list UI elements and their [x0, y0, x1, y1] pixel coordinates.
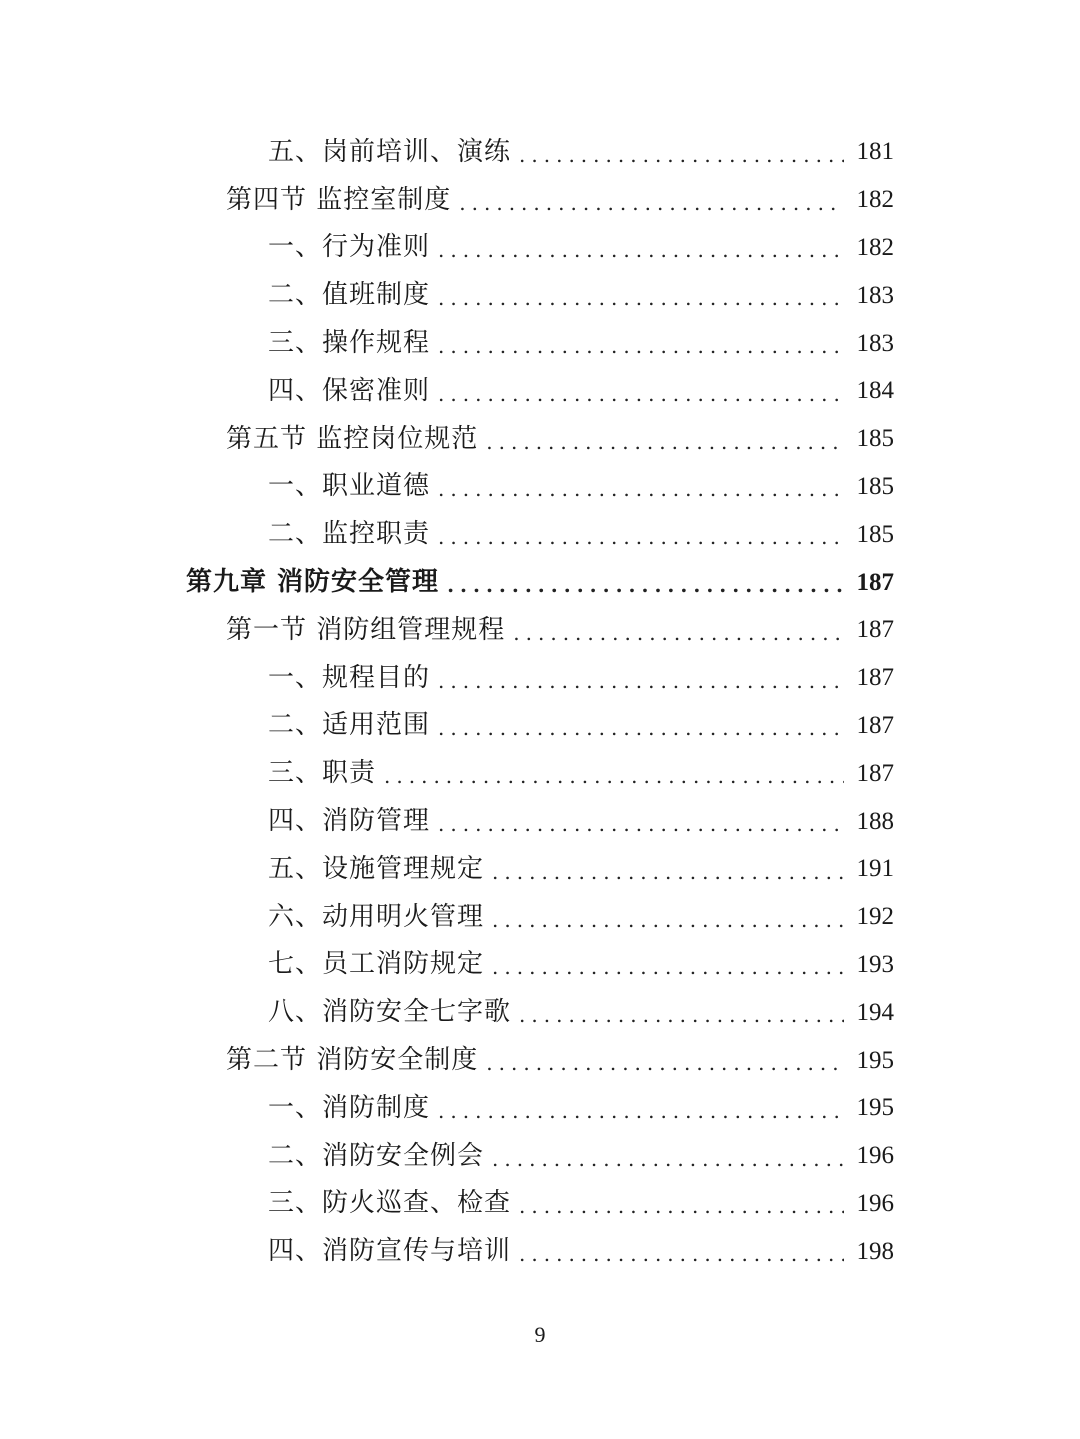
toc-entry: [0, 1227, 1080, 1275]
toc-entry-title: 四、消防宣传与培训: [268, 1236, 512, 1267]
toc-entry-title: 二、值班制度: [268, 280, 431, 311]
toc-entry: [0, 1132, 1080, 1180]
toc-entry: [0, 1036, 1080, 1084]
toc-entry: [0, 988, 1080, 1036]
toc-leader-dots: [519, 1196, 844, 1216]
toc-entry: [0, 1084, 1080, 1132]
toc-entry-title: 第五节 监控岗位规范: [226, 423, 479, 454]
toc-entry-page: 195: [856, 1046, 894, 1074]
toc-entry: [0, 749, 1080, 797]
toc-entry: [0, 367, 1080, 415]
toc-entry-page: 188: [856, 807, 894, 835]
toc-entry-title: 第二节 消防安全制度: [226, 1045, 479, 1076]
toc-entry-title: 三、职责: [268, 758, 377, 789]
toc-leader-dots: [492, 862, 844, 882]
toc-chapter-entry: [0, 558, 1080, 606]
toc-entry-page: 195: [856, 1094, 894, 1122]
toc-entry: [0, 702, 1080, 750]
toc-entry: [0, 845, 1080, 893]
toc-entry-page: 191: [856, 855, 894, 883]
toc-leader-dots: [459, 193, 844, 213]
page-number: 9: [534, 1322, 546, 1347]
toc-entry-page: 185: [856, 520, 894, 548]
toc-leader-dots: [486, 1053, 844, 1073]
toc-entry-page: 192: [856, 903, 894, 931]
toc-entry-page: 183: [856, 329, 894, 357]
toc-leader-dots: [492, 910, 844, 930]
toc-leader-dots: [438, 527, 844, 547]
toc-leader-dots: [438, 288, 844, 308]
toc-leader-dots: [438, 814, 844, 834]
toc-entry: [0, 176, 1080, 224]
toc-leader-dots: [438, 1101, 844, 1121]
toc-leader-dots: [492, 1149, 844, 1169]
toc-entry-title: 五、岗前培训、演练: [268, 136, 512, 167]
toc-leader-dots: [486, 432, 844, 452]
toc-entry-title: 四、消防管理: [268, 806, 431, 837]
toc-entry-page: 196: [856, 1189, 894, 1217]
toc-entry-page: 182: [856, 233, 894, 261]
toc-entry-page: 185: [856, 425, 894, 453]
toc-entry-page: 182: [856, 186, 894, 214]
toc-leader-dots: [438, 240, 844, 260]
toc-entry-title: 六、动用明火管理: [268, 901, 485, 932]
toc-entry-title: 三、防火巡查、检查: [268, 1188, 512, 1219]
toc-entry: [0, 128, 1080, 176]
toc-leader-dots: [513, 623, 844, 643]
toc-entry-title: 第一节 消防组管理规程: [226, 614, 506, 645]
toc-entry-title: 二、监控职责: [268, 519, 431, 550]
toc-entry-page: 187: [856, 711, 894, 739]
toc-entry-title: 八、消防安全七字歌: [268, 997, 512, 1028]
toc-entry: [0, 415, 1080, 463]
toc-entry: [0, 893, 1080, 941]
toc-entry: [0, 654, 1080, 702]
toc-entry-page: 196: [856, 1142, 894, 1170]
toc-leader-dots: [384, 766, 844, 786]
toc-leader-dots: [447, 575, 844, 595]
toc-leader-dots: [519, 145, 844, 165]
toc-entry-title: 二、适用范围: [268, 710, 431, 741]
toc-entry: [0, 510, 1080, 558]
toc-leader-dots: [438, 336, 844, 356]
toc-entry: [0, 941, 1080, 989]
toc-entry-title: 第四节 监控室制度: [226, 184, 452, 215]
toc-entry: [0, 463, 1080, 511]
toc-entry-title: 一、规程目的: [268, 662, 431, 693]
toc-entry-title: 二、消防安全例会: [268, 1140, 485, 1171]
toc-entry: [0, 797, 1080, 845]
toc-leader-dots: [519, 1005, 844, 1025]
toc-entry-title: 一、消防制度: [268, 1092, 431, 1123]
toc-entry-title: 一、职业道德: [268, 471, 431, 502]
toc-entry-page: 194: [856, 998, 894, 1026]
toc-entry: [0, 1180, 1080, 1228]
toc-entry-title: 五、设施管理规定: [268, 853, 485, 884]
toc-entry-title: 三、操作规程: [268, 328, 431, 359]
toc-entry-title: 四、保密准则: [268, 375, 431, 406]
table-of-contents: [0, 128, 1080, 1275]
toc-leader-dots: [438, 479, 844, 499]
toc-entry-title: 一、行为准则: [268, 232, 431, 263]
toc-leader-dots: [438, 718, 844, 738]
toc-leader-dots: [438, 671, 844, 691]
toc-entry: [0, 606, 1080, 654]
toc-entry: [0, 224, 1080, 272]
toc-leader-dots: [519, 1244, 844, 1264]
toc-entry-page: 187: [856, 664, 894, 692]
toc-entry-page: 187: [856, 568, 894, 596]
toc-entry: [0, 271, 1080, 319]
toc-entry: [0, 319, 1080, 367]
toc-entry-page: 193: [856, 950, 894, 978]
toc-entry-page: 185: [856, 472, 894, 500]
toc-leader-dots: [492, 957, 844, 977]
toc-entry-page: 198: [856, 1237, 894, 1265]
toc-entry-title: 第九章 消防安全管理: [186, 567, 440, 598]
toc-entry-page: 181: [856, 138, 894, 166]
toc-entry-page: 187: [856, 759, 894, 787]
toc-entry-title: 七、员工消防规定: [268, 949, 485, 980]
toc-leader-dots: [438, 384, 844, 404]
toc-entry-page: 183: [856, 281, 894, 309]
toc-entry-page: 187: [856, 616, 894, 644]
toc-entry-page: 184: [856, 377, 894, 405]
